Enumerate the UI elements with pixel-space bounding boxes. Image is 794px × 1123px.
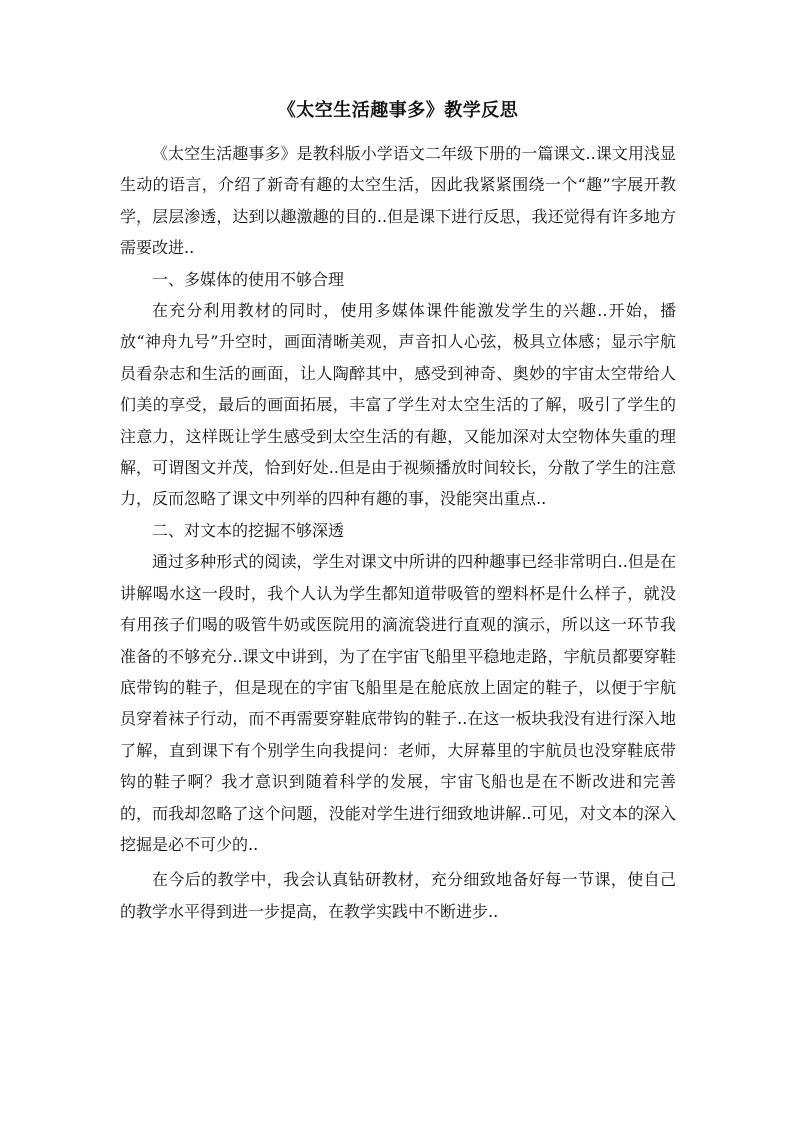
intro-paragraph: 《太空生活趣事多》是教科版小学语文二年级下册的一篇课文..课文用浅显生动的语言，介绍了新奇有趣的太空生活，因此我紧紧围绕一个“趣”字展开教学，层层渗透，达到以趣激趣的目的..但是课下进行反思，我还觉得有许多地方需要改进.. xyxy=(120,144,676,258)
section-2-heading: 二、对文本的挖掘不够深透 xyxy=(152,520,345,540)
document-content xyxy=(120,96,676,927)
section-2-paragraph: 通过多种形式的阅读，学生对课文中所讲的四种趣事已经非常明白..但是在讲解喝水这一段时，我个人认为学生都知道带吸管的塑料杯是什么样子，就没有用孩子们喝的吸管牛奶或医院用的滴流袋进行直观的演示，所以这一环节我准备的不够充分..课文中讲到，为了在宇宙飞船里平稳地走路，宇航员都要穿鞋底带钩的鞋子，但是现在的宇宙飞船里是在舱底放上固定的鞋子，以便于宇航员穿着袜子行动，而不再需要穿鞋底带钩的鞋子..在这一板块我没有进行深入地了解，直到课下有个别学生向我提问：老师，大屏幕里的宇航员也没穿鞋底带钩的鞋子啊？我才意识到随着科学的发展，宇宙飞船也是在不断改进和完善的，而我却忽略了这个问题，没能对学生进行细致地讲解..可见，对文本的深入挖掘是必不可少的.. xyxy=(120,552,676,854)
section-1-paragraph: 在充分利用教材的同时，使用多媒体课件能激发学生的兴趣..开始，播放“神舟九号”升空时，画面清晰美观，声音扣人心弦，极具立体感；显示宇航员看杂志和生活的画面，让人陶醉其中，感受到神奇、奥妙的宇宙太空带给人们美的享受，最后的画面拓展，丰富了学生对太空生活的了解，吸引了学生的注意力，这样既让学生感受到太空生活的有趣，又能加深对太空物体失重的理解，可谓图文并茂，恰到好处..但是由于视频播放时间较长，分散了学生的注意力，反而忽略了课文中列举的四种有趣的事，没能突出重点.. xyxy=(120,301,676,509)
document-title: 《太空生活趣事多》教学反思 xyxy=(277,100,519,121)
conclusion-paragraph: 在今后的教学中，我会认真钻研教材，充分细致地备好每一节课，使自己的教学水平得到进一步提高，在教学实践中不断进步.. xyxy=(120,870,676,921)
section-1-heading: 一、多媒体的使用不够合理 xyxy=(152,269,345,289)
